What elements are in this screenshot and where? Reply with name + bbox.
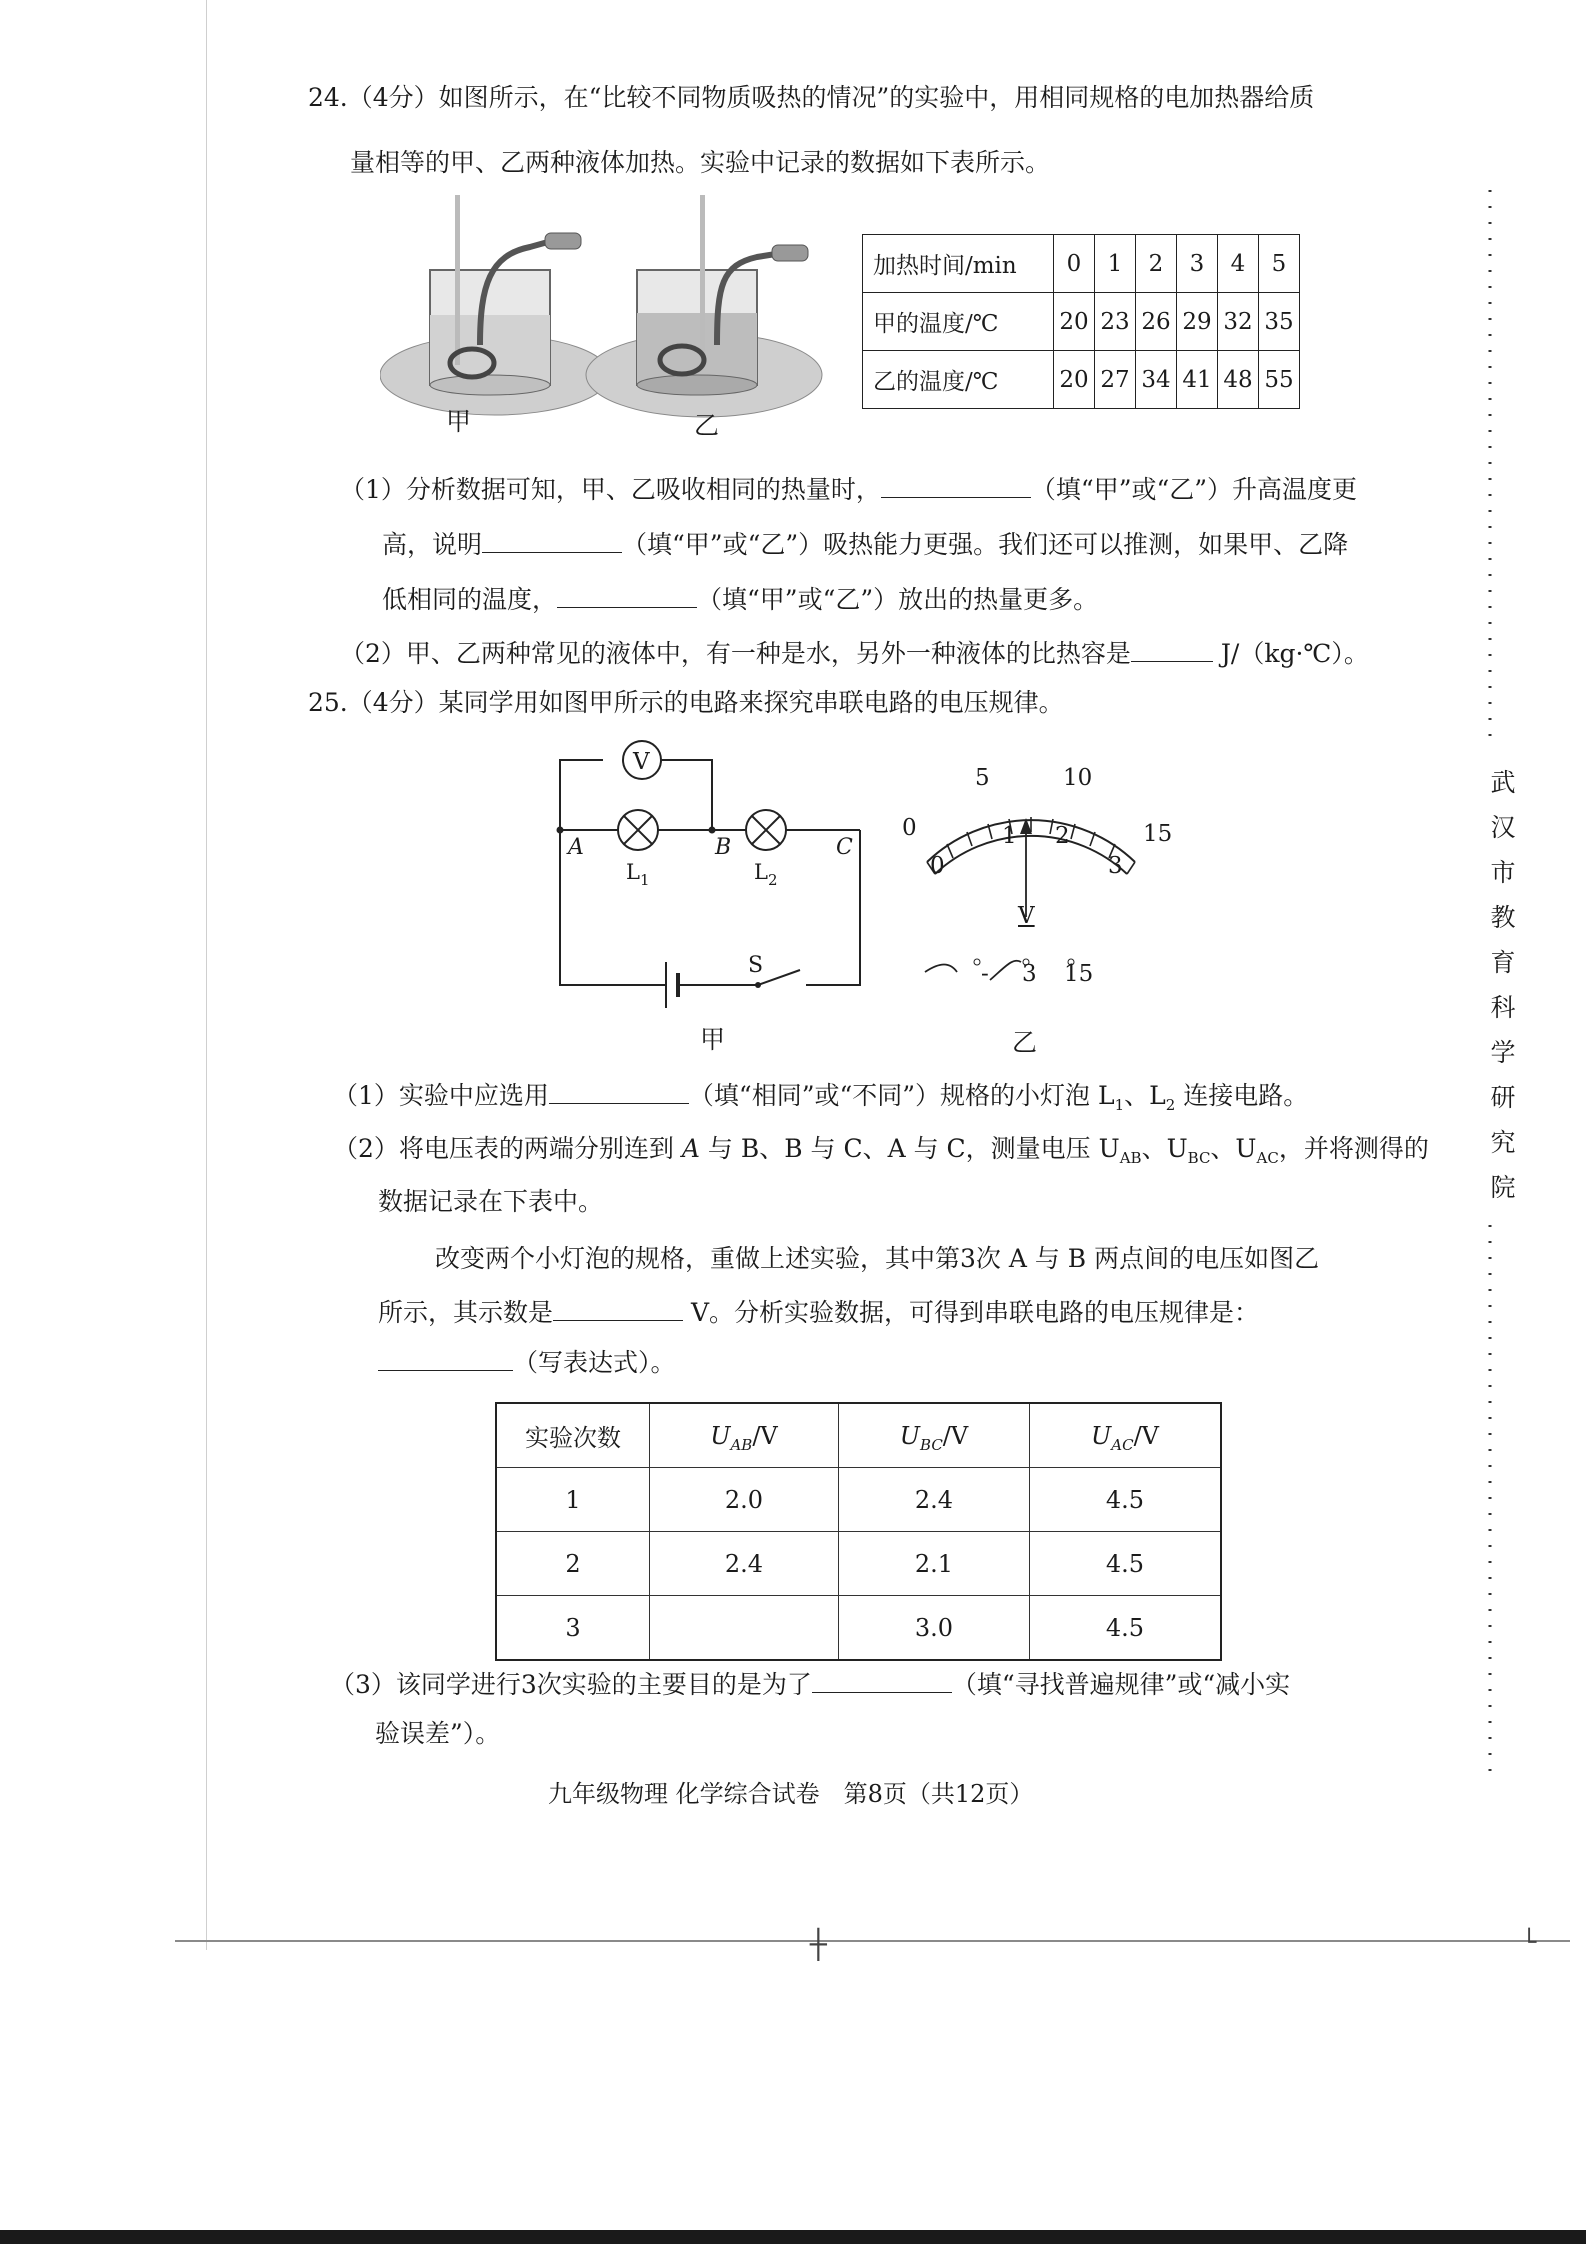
table-header: 实验次数	[496, 1403, 650, 1468]
question-text: （3）该同学进行3次实验的主要目的是为了	[330, 1670, 812, 1699]
table-cell: 3.0	[839, 1596, 1030, 1661]
circuit-diagram	[548, 730, 888, 1050]
table-cell[interactable]	[650, 1596, 839, 1661]
binder-label	[1488, 760, 1518, 1210]
question-text: （1）分析数据可知，甲、乙吸收相同的热量时，	[340, 475, 881, 504]
terminal-3: 3	[1022, 961, 1037, 987]
binder-char: 学	[1490, 1038, 1516, 1067]
binder-char: 汉	[1490, 813, 1516, 842]
header-unit: /V	[942, 1421, 969, 1450]
table-cell: 41	[1177, 351, 1218, 409]
beaker-yi-label: 乙	[694, 411, 720, 440]
answer-blank[interactable]	[881, 473, 1031, 498]
table-cell: 5	[1259, 235, 1300, 293]
table-cell: 23	[1095, 293, 1136, 351]
table-cell: 48	[1218, 351, 1259, 409]
header-subscript: BC	[920, 1435, 943, 1454]
question-text: J/（kg·℃）。	[1220, 639, 1369, 668]
answer-blank[interactable]	[482, 528, 622, 553]
page-edge	[206, 0, 207, 1950]
beaker-yi-figure	[582, 195, 852, 435]
table-cell: 乙的温度/℃	[863, 351, 1054, 409]
subscript: 2	[1165, 1096, 1176, 1114]
table-header-row	[496, 1403, 1221, 1468]
table-cell: 甲的温度/℃	[863, 293, 1054, 351]
binder-dotted-line-top	[1487, 190, 1493, 750]
table-row	[496, 1596, 1221, 1661]
table-cell: 20	[1054, 351, 1095, 409]
question-text: 所示，其示数是	[378, 1298, 554, 1327]
dial-top-0: 0	[902, 815, 917, 841]
table-cell: 2	[496, 1532, 650, 1596]
crop-mark-icon: └	[1522, 1928, 1537, 1956]
table-cell: 1	[496, 1468, 650, 1532]
dial-bottom-3: 3	[1108, 853, 1123, 879]
q24-stem-line2: 量相等的甲、乙两种液体加热。实验中记录的数据如下表所示。	[350, 148, 1051, 177]
table-row	[863, 235, 1300, 293]
question-text: （2）甲、乙两种常见的液体中，有一种是水，另外一种液体的比热容是	[340, 639, 1131, 668]
table-cell: 2.4	[839, 1468, 1030, 1532]
table-cell: 2.0	[650, 1468, 839, 1532]
table-cell: 3	[1177, 235, 1218, 293]
table-cell: 32	[1218, 293, 1259, 351]
binder-char: 院	[1490, 1173, 1516, 1202]
question-text: （写表达式）。	[513, 1348, 676, 1377]
dial-top-10: 10	[1063, 765, 1093, 791]
answer-blank[interactable]	[378, 1346, 513, 1371]
table-header	[1030, 1403, 1222, 1468]
table-cell: 加热时间/min	[863, 235, 1054, 293]
table-cell: 20	[1054, 293, 1095, 351]
terminal-15: 15	[1064, 961, 1094, 987]
node-a-label: A	[568, 835, 584, 860]
table-header	[650, 1403, 839, 1468]
lamp-l1-label	[626, 856, 650, 890]
q24-part1-line1	[340, 473, 1357, 506]
question-text: （填“甲”或“乙”）升高温度更	[1030, 475, 1358, 504]
table-cell: 2.1	[839, 1532, 1030, 1596]
q24-stem-line1: 24.（4分）如图所示，在“比较不同物质吸热的情况”的实验中，用相同规格的电加热器给质	[308, 83, 1315, 112]
table-row	[496, 1468, 1221, 1532]
binder-char: 究	[1490, 1128, 1516, 1157]
q25-part2-line1: （2）将电压表的两端分别连到 A 与 B、B 与 C、A 与 C，测量电压 $U_{AB}$、$U_{BC}$、$U_{AC}$，并将测得的	[333, 1134, 1429, 1167]
page-bottom-rule	[175, 1940, 1570, 1942]
question-text: （1）实验中应选用	[333, 1081, 549, 1110]
answer-blank[interactable]	[557, 583, 697, 608]
voltmeter-dial	[895, 762, 1185, 1022]
subscript: 1	[1114, 1096, 1125, 1114]
q25-part3-line1	[330, 1668, 1290, 1701]
question-text: （填“寻找普遍规律”或“减小实	[951, 1670, 1291, 1699]
binder-char: 科	[1490, 993, 1516, 1022]
lamp-subscript: 2	[767, 871, 778, 889]
q25-part2-line2: 数据记录在下表中。	[378, 1187, 604, 1216]
table-cell: 34	[1136, 351, 1177, 409]
answer-blank[interactable]	[553, 1296, 683, 1321]
beaker-jia-label: 甲	[446, 407, 472, 436]
table-row	[496, 1532, 1221, 1596]
lamp-subscript: 1	[639, 871, 650, 889]
binder-char: 武	[1490, 768, 1516, 797]
q25-part3-line2: 验误差”）。	[375, 1719, 501, 1748]
table-cell: 0	[1054, 235, 1095, 293]
header-symbol: U	[710, 1421, 731, 1450]
question-text: V。分析实验数据，可得到串联电路的电压规律是：	[690, 1298, 1260, 1327]
subscript: AC	[1256, 1149, 1279, 1167]
binder-char: 育	[1490, 948, 1516, 977]
table-row	[863, 351, 1300, 409]
q25-part2-line3: 改变两个小灯泡的规格，重做上述实验，其中第3次 A 与 B 两点间的电压如图乙	[435, 1244, 1320, 1273]
dial-top-15: 15	[1143, 821, 1173, 847]
question-text: （2）将电压表的两端分别连到	[333, 1134, 674, 1163]
binder-char: 市	[1490, 858, 1516, 887]
node-b-label: B	[715, 835, 732, 860]
crop-mark-icon: ┼	[810, 1928, 827, 1961]
answer-blank[interactable]	[1131, 637, 1213, 662]
table-header	[839, 1403, 1030, 1468]
q25-part1	[333, 1079, 1308, 1115]
table-cell: 35	[1259, 293, 1300, 351]
table-cell: 4.5	[1030, 1532, 1222, 1596]
header-subscript: AC	[1111, 1435, 1134, 1454]
table-cell: 55	[1259, 351, 1300, 409]
table-cell: 27	[1095, 351, 1136, 409]
lamp-text: L	[626, 860, 640, 884]
question-text: （填“相同”或“不同”）规格的小灯泡 L	[688, 1081, 1115, 1110]
header-subscript: AB	[730, 1435, 753, 1454]
table-row	[863, 293, 1300, 351]
table-cell: 1	[1095, 235, 1136, 293]
q25-part2-line5	[378, 1346, 676, 1379]
dial-bottom-1: 1	[1002, 823, 1017, 849]
table-cell: 4	[1218, 235, 1259, 293]
table-cell: 26	[1136, 293, 1177, 351]
binder-char: 教	[1490, 903, 1516, 932]
dial-caption: 乙	[1012, 1028, 1038, 1057]
question-text: （填“甲”或“乙”）放出的热量更多。	[697, 585, 1099, 614]
node-c-label: C	[836, 835, 853, 860]
terminal-negative: -	[981, 961, 989, 987]
page-footer: 九年级物理 化学综合试卷 第8页（共12页）	[548, 1780, 1034, 1808]
question-text: 与 B、B 与 C、A 与 C，测量电压 U	[699, 1134, 1120, 1163]
table-cell: 2.4	[650, 1532, 839, 1596]
table-cell: 29	[1177, 293, 1218, 351]
question-text: ，并将测得的	[1278, 1134, 1429, 1163]
question-text: 连接电路。	[1175, 1081, 1309, 1110]
q25-part2-line4	[378, 1296, 1259, 1329]
question-text: 高，说明	[382, 530, 483, 559]
circuit-caption: 甲	[700, 1025, 726, 1054]
lamp-text: L	[754, 860, 768, 884]
header-symbol: U	[899, 1421, 921, 1450]
table-cell: 4.5	[1030, 1596, 1222, 1661]
answer-blank[interactable]	[812, 1668, 952, 1693]
voltmeter-symbol-label: V	[633, 749, 650, 775]
header-unit: /V	[1133, 1421, 1159, 1450]
lamp-l2-label	[754, 856, 778, 890]
q25-data-table	[495, 1402, 1222, 1661]
table-cell: 3	[496, 1596, 650, 1661]
question-text: （填“甲”或“乙”）吸热能力更强。我们还可以推测，如果甲、乙降	[622, 530, 1349, 559]
node-a-ref: A	[673, 1134, 700, 1163]
switch-label: S	[748, 953, 764, 978]
q24-part1-line2	[382, 528, 1348, 561]
question-text: 低相同的温度，	[382, 585, 558, 614]
question-text: 、L	[1124, 1081, 1166, 1110]
dial-top-5: 5	[975, 765, 990, 791]
dial-bottom-2: 2	[1055, 823, 1070, 849]
binder-char: 研	[1490, 1083, 1516, 1112]
subscript: AB	[1119, 1149, 1142, 1167]
q24-data-table	[862, 234, 1300, 409]
q25-stem: 25.（4分）某同学用如图甲所示的电路来探究串联电路的电压规律。	[308, 688, 1064, 717]
table-cell: 4.5	[1030, 1468, 1222, 1532]
dial-unit-label: V	[1018, 903, 1035, 929]
subscript: BC	[1187, 1149, 1211, 1167]
dial-bottom-0: 0	[930, 853, 945, 879]
q24-part2	[340, 637, 1369, 670]
binder-dotted-line-bottom	[1487, 1225, 1493, 1785]
answer-blank[interactable]	[549, 1079, 689, 1104]
scan-edge-strip	[0, 2230, 1586, 2244]
table-cell: 2	[1136, 235, 1177, 293]
header-unit: /V	[752, 1421, 778, 1450]
q24-part1-line3	[382, 583, 1098, 616]
header-symbol: U	[1091, 1421, 1112, 1450]
